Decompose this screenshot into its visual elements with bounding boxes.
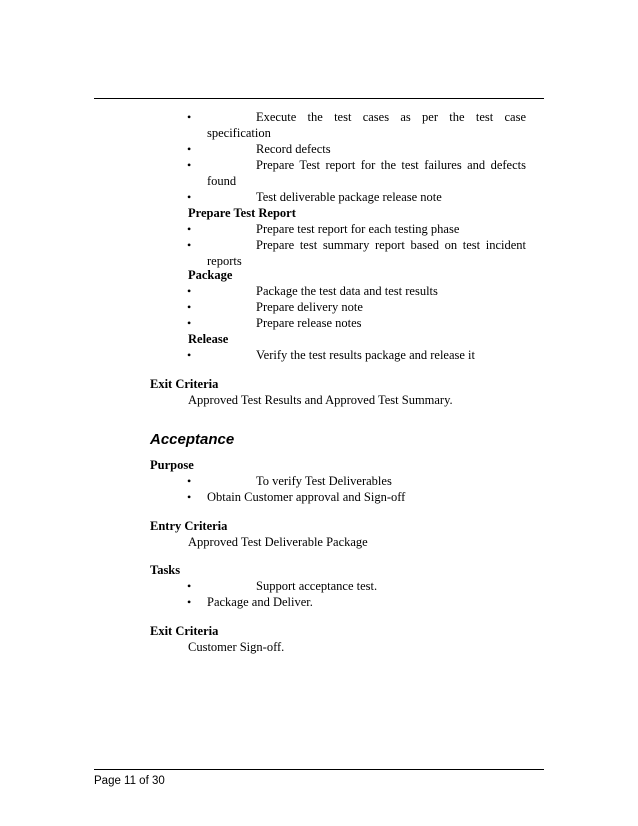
list-item: Test deliverable package release note [256, 190, 442, 204]
section-purpose: Purpose [150, 458, 194, 472]
list-item-continuation: specification [207, 126, 271, 140]
bullet-icon: • [187, 222, 192, 236]
exit-criteria-text: Customer Sign-off. [188, 640, 285, 654]
section-tasks: Tasks [150, 563, 181, 577]
list-item: Prepare release notes [256, 316, 362, 330]
bullet-icon: • [187, 316, 192, 330]
page-number: Page 11 of 30 [94, 775, 165, 787]
list-item: Package and Deliver. [207, 595, 313, 609]
bullet-icon: • [187, 110, 192, 124]
list-item: Prepare test report for each testing phase [256, 222, 460, 236]
list-item: Verify the test results package and release it [256, 348, 476, 362]
section-exit-criteria: Exit Criteria [150, 377, 219, 391]
list-item: Package the test data and test results [256, 284, 438, 298]
list-item: Support acceptance test. [256, 579, 378, 593]
list-item: Prepare delivery note [256, 300, 363, 314]
footer-rule [94, 769, 544, 770]
list-item-continuation: reports [207, 254, 242, 268]
section-exit-criteria: Exit Criteria [150, 624, 219, 638]
bullet-icon: • [187, 238, 192, 252]
bullet-icon: • [187, 300, 192, 314]
subheading-prepare-test-report: Prepare Test Report [188, 206, 296, 220]
list-item: Prepare test summary report based on test incident [256, 238, 526, 252]
entry-criteria-text: Approved Test Deliverable Package [188, 535, 368, 549]
list-item-continuation: found [207, 174, 237, 188]
bullet-icon: • [187, 284, 192, 298]
header-rule [94, 98, 544, 99]
bullet-icon: • [187, 348, 192, 362]
list-item: Record defects [256, 142, 331, 156]
bullet-icon: • [187, 490, 192, 504]
bullet-icon: • [187, 595, 192, 609]
list-item: Execute the test cases as per the test case [256, 110, 526, 124]
list-item: Obtain Customer approval and Sign-off [207, 490, 406, 504]
subheading-package: Package [188, 268, 233, 282]
bullet-icon: • [187, 190, 192, 204]
heading-acceptance: Acceptance [150, 431, 235, 448]
exit-criteria-text: Approved Test Results and Approved Test Summary. [188, 393, 453, 407]
subheading-release: Release [188, 332, 229, 346]
bullet-icon: • [187, 579, 192, 593]
bullet-icon: • [187, 474, 192, 488]
section-entry-criteria: Entry Criteria [150, 519, 228, 533]
bullet-icon: • [187, 142, 192, 156]
list-item: Prepare Test report for the test failures and defects [256, 158, 526, 172]
bullet-icon: • [187, 158, 192, 172]
list-item: To verify Test Deliverables [256, 474, 392, 488]
